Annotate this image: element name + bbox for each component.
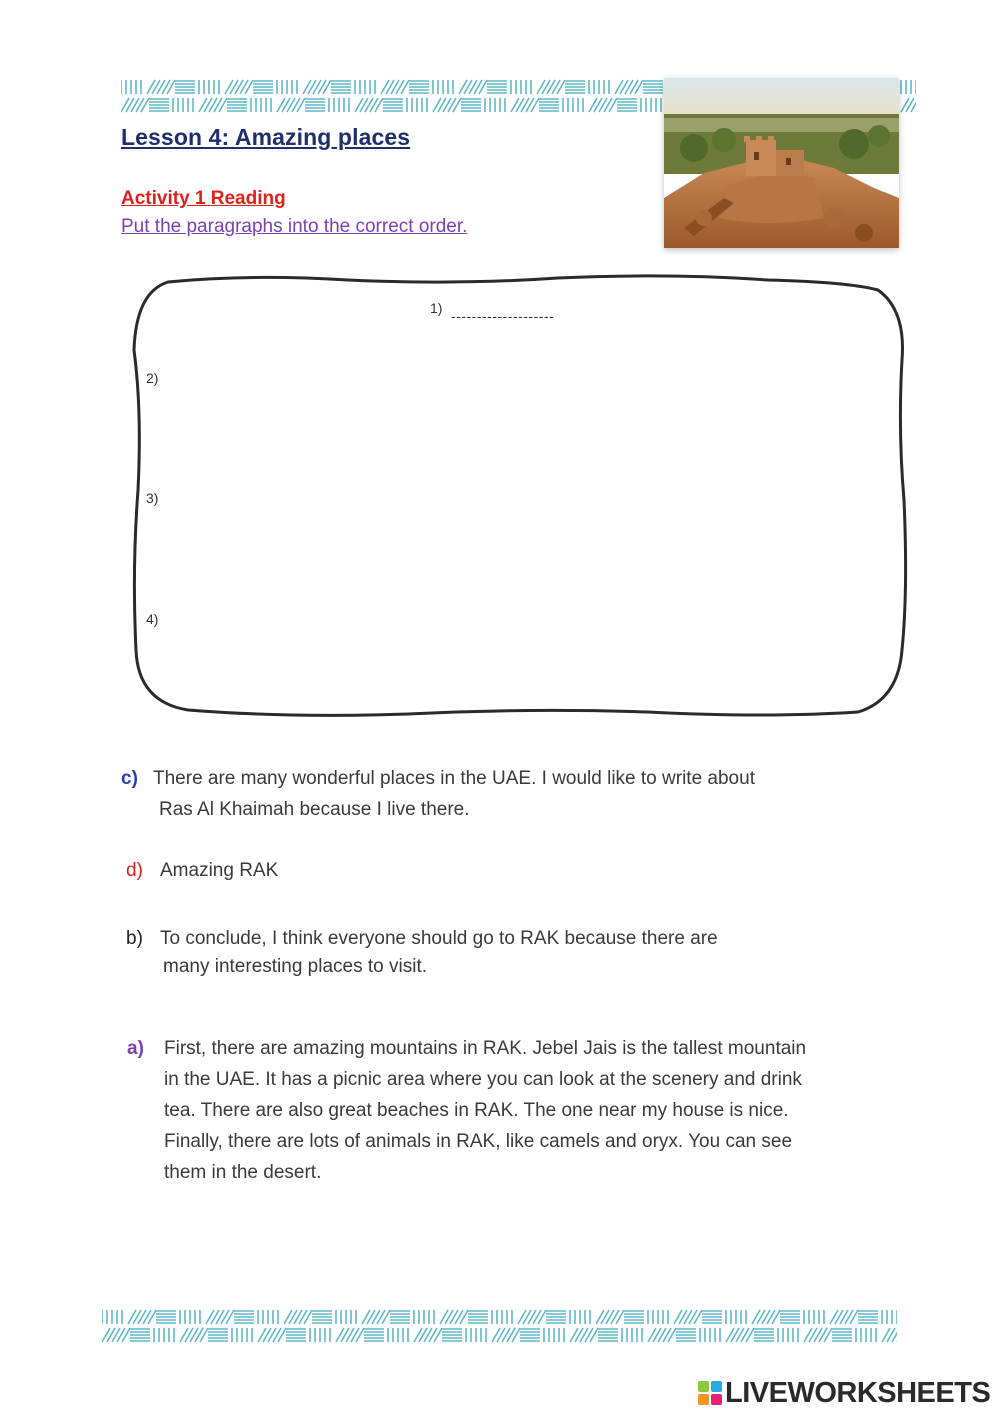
slot-2-drop-area[interactable]: [170, 360, 870, 400]
paragraph-c[interactable]: [121, 763, 821, 825]
paragraph-a-line2: in the UAE. It has a picnic area where you can look at the scenery and drink: [164, 1069, 802, 1090]
paragraph-a-letter: a): [127, 1038, 144, 1059]
slot-1-label: 1): [430, 300, 443, 316]
paragraph-a-line5: them in the desert.: [164, 1162, 322, 1183]
paragraph-a-line3: tea. There are also great beaches in RAK. The one near my house is nice.: [164, 1100, 789, 1121]
lesson-title: Lesson 4: Amazing places: [121, 124, 411, 150]
slot-3-drop-area[interactable]: [170, 480, 870, 520]
bottom-decorative-band: [102, 1308, 897, 1344]
liveworksheets-logo-icon: [697, 1380, 723, 1406]
paragraph-d[interactable]: [126, 855, 726, 886]
liveworksheets-wordmark: LIVEWORKSHEETS: [725, 1376, 991, 1409]
paragraph-c-line1: There are many wonderful places in the UAE. I would like to write about: [153, 768, 755, 789]
slot-4-label: 4): [146, 611, 159, 627]
paragraph-a-line1: First, there are amazing mountains in RAK. Jebel Jais is the tallest mountain: [164, 1038, 807, 1059]
liveworksheets-brand: [697, 1377, 990, 1409]
paragraph-d-letter: d): [126, 860, 143, 881]
paragraph-c-letter: c): [121, 768, 138, 789]
paragraph-d-line1: Amazing RAK: [160, 860, 279, 881]
activity-title: Activity 1 Reading: [121, 188, 286, 209]
slot-4-drop-area[interactable]: [170, 600, 870, 640]
paragraph-b[interactable]: [126, 925, 826, 981]
paragraph-a-line4: Finally, there are lots of animals in RAK, like camels and oryx. You can see: [164, 1131, 793, 1152]
paragraph-b-line2: many interesting places to visit.: [163, 956, 428, 977]
paragraph-b-letter: b): [126, 928, 143, 949]
slot-1-answer-line[interactable]: --------------------: [451, 308, 555, 324]
activity-instruction: Put the paragraphs into the correct order.: [121, 216, 468, 237]
slot-2-label: 2): [146, 370, 159, 386]
fort-photo: [664, 78, 899, 248]
paragraph-b-line1: To conclude, I think everyone should go to RAK because there are: [160, 928, 718, 949]
paragraph-c-line2: Ras Al Khaimah because I live there.: [159, 799, 470, 820]
paragraph-a[interactable]: [127, 1033, 847, 1188]
slot-3-label: 3): [146, 490, 159, 506]
